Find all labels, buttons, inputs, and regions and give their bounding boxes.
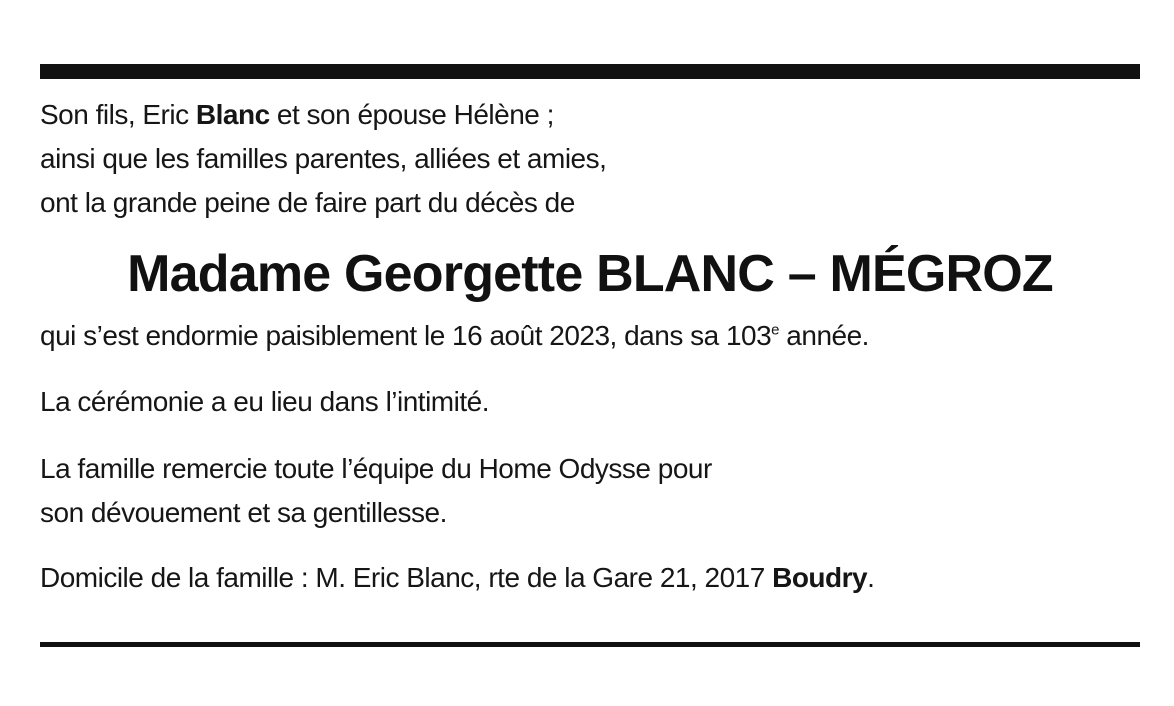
death-line: [40, 315, 1140, 357]
top-rule: [40, 64, 1140, 79]
bottom-rule: [40, 642, 1140, 647]
thanks-line-1: La famille remercie toute l’équipe du Home Odysse pour: [40, 453, 712, 484]
domicile-end: .: [867, 562, 875, 593]
thanks-line-2: son dévouement et sa gentillesse.: [40, 497, 447, 528]
ceremony-line: La cérémonie a eu lieu dans l’intimité.: [40, 386, 489, 417]
domicile-town-bold: Boudry: [772, 562, 868, 593]
intro-line-1: [40, 93, 1140, 137]
obituary-notice: [40, 64, 1140, 599]
deceased-name: Madame Georgette BLANC – MÉGROZ: [127, 245, 1053, 303]
domicile-line: [40, 557, 1140, 599]
thanks-block: [40, 447, 1140, 535]
surname-bold: Blanc: [195, 99, 270, 130]
intro-line-1-text: Son fils, Eric: [40, 99, 196, 130]
intro-block: [40, 93, 1140, 225]
intro-line-1-end: et son épouse Hélène ;: [269, 99, 554, 130]
domicile-text: Domicile de la famille : M. Eric Blanc, rte de la Gare 21, 2017: [40, 562, 773, 593]
ordinal-superscript: e: [771, 321, 780, 339]
intro-line-2: ainsi que les familles parentes, alliées et amies,: [40, 143, 607, 174]
intro-line-3: ont la grande peine de faire part du décès de: [40, 187, 575, 218]
death-line-end: année.: [779, 320, 869, 351]
death-line-text: qui s’est endormie paisiblement le 16 août 2023, dans sa 103: [40, 320, 772, 351]
